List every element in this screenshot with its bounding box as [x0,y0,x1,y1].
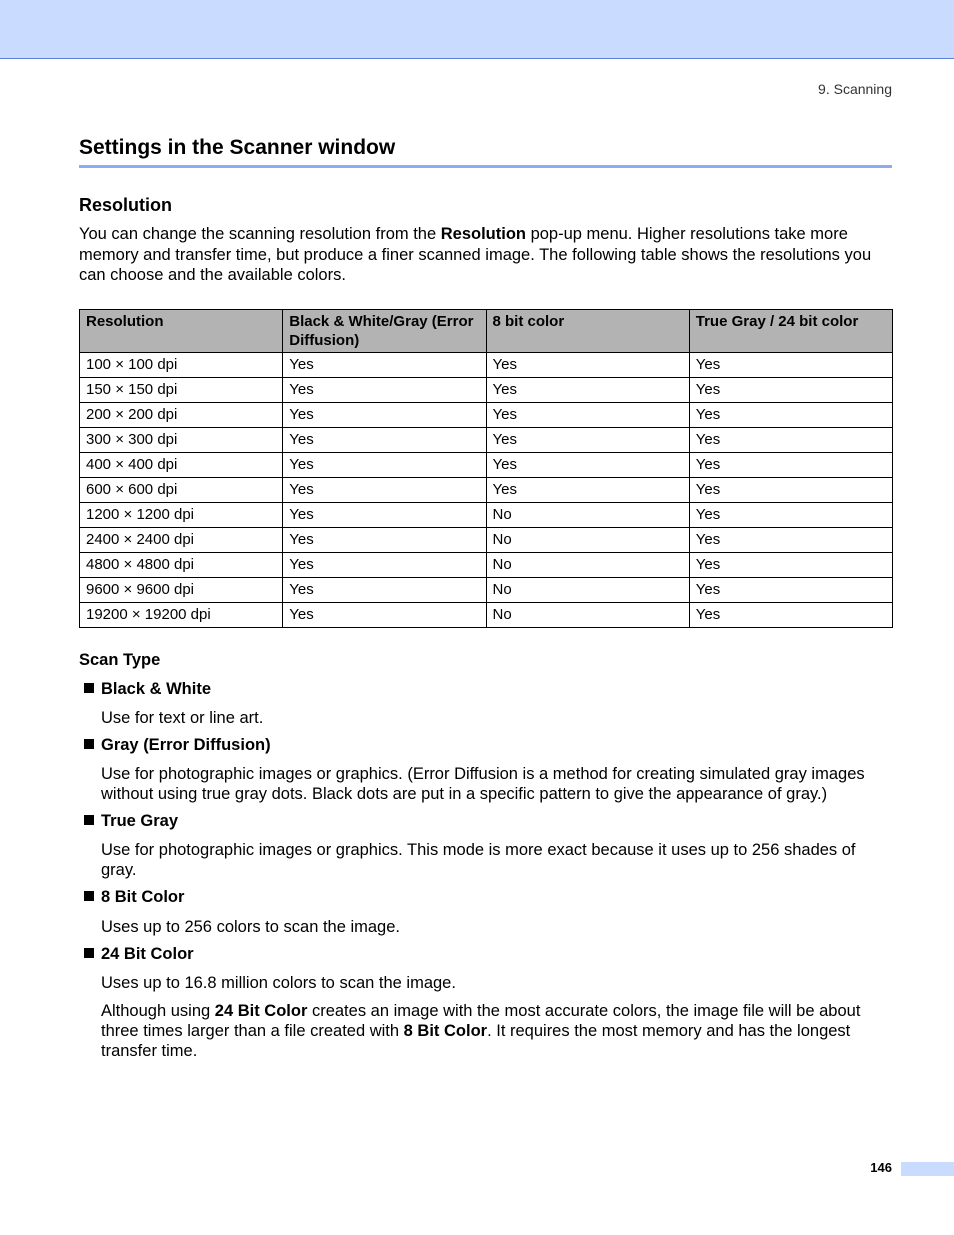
table-row [80,428,893,453]
table-cell: 9600 × 9600 dpi [80,578,283,603]
table-cell: Yes [486,353,689,378]
table-cell: 1200 × 1200 dpi [80,503,283,528]
table-cell: 300 × 300 dpi [80,428,283,453]
table-cell: Yes [689,528,892,553]
column-header: Black & White/Gray (Error Diffusion) [283,310,486,353]
table-cell: Yes [486,453,689,478]
table-cell: Yes [283,553,486,578]
table-cell: Yes [689,503,892,528]
table-cell: Yes [689,428,892,453]
square-bullet-icon [84,739,94,749]
section-heading: Resolution [79,195,172,215]
table-cell: 200 × 200 dpi [80,403,283,428]
table-cell: Yes [689,353,892,378]
table-cell: Yes [486,428,689,453]
square-bullet-icon [84,815,94,825]
chapter-label: 9. Scanning [818,81,892,97]
header-band [0,0,954,59]
table-cell: Yes [689,403,892,428]
table-cell: Yes [283,503,486,528]
table-cell: Yes [283,353,486,378]
table-row [80,603,893,628]
table-cell: Yes [689,553,892,578]
table-row [80,353,893,378]
scan-type-item-label [84,888,184,907]
table-cell: Yes [486,378,689,403]
table-cell: Yes [689,453,892,478]
intro-text-2: pop-up menu. Higher resolutions take more memory and transfer time, but produce a finer scanned image. The following table shows the resolutions you can choose and the available colors. [79,225,872,284]
table-cell: 2400 × 2400 dpi [80,528,283,553]
scan-type-item-label [84,812,178,831]
table-cell: 4800 × 4800 dpi [80,553,283,578]
page-tab [901,1162,954,1176]
item-label-text: 24 Bit Color [101,945,194,963]
table-cell: Yes [283,403,486,428]
note-bold-2: 8 Bit Color [403,1022,488,1040]
scan-type-item-desc: Uses up to 16.8 million colors to scan the image. [101,974,456,992]
page-number: 146 [870,1160,892,1175]
table-cell: No [486,578,689,603]
table-cell: Yes [283,478,486,503]
note-bold-1: 24 Bit Color [214,1002,308,1020]
table-cell: Yes [689,378,892,403]
table-row [80,478,893,503]
page-title: Settings in the Scanner window [79,136,396,159]
column-header: Resolution [80,310,283,353]
table-cell: No [486,603,689,628]
table-cell: Yes [689,603,892,628]
table-cell: Yes [689,478,892,503]
table-row [80,553,893,578]
square-bullet-icon [84,948,94,958]
scan-type-item-desc: Use for photographic images or graphics. (Error Diffusion is a method for creating simulated gray images without using true gray dots. Black dots are put in a specific pattern to give the appearance of gray.) [101,765,865,803]
table-header-row [80,310,893,353]
table-cell: 400 × 400 dpi [80,453,283,478]
scan-type-heading: Scan Type [79,651,161,669]
table-cell: 100 × 100 dpi [80,353,283,378]
scan-type-item-label [84,680,211,699]
table-row [80,403,893,428]
table-row [80,578,893,603]
table-cell: Yes [689,578,892,603]
column-header: True Gray / 24 bit color [689,310,892,353]
note-text-2: creates an image with the most accurate colors, the image file will be about three times larger than a file created with [101,1002,861,1040]
item-label-text: 8 Bit Color [101,888,185,906]
item-label-text: Black & White [101,680,212,698]
scan-type-item-desc: Use for photographic images or graphics. This mode is more exact because it uses up to 256 shades of gray. [101,841,856,879]
table-cell: No [486,528,689,553]
table-cell: Yes [283,378,486,403]
table-cell: Yes [283,603,486,628]
table-cell: 600 × 600 dpi [80,478,283,503]
scan-type-item-label [84,945,194,964]
table-row [80,453,893,478]
square-bullet-icon [84,683,94,693]
table-cell: Yes [283,528,486,553]
item-label-text: Gray (Error Diffusion) [101,736,271,754]
table-cell: No [486,553,689,578]
table-cell: Yes [283,428,486,453]
color-note-paragraph [101,1001,893,1061]
intro-bold-term: Resolution [440,225,526,243]
column-header: 8 bit color [486,310,689,353]
table-cell: Yes [283,578,486,603]
table-cell: Yes [486,478,689,503]
note-text-3: . It requires the most memory and has the longest transfer time. [101,1022,851,1060]
table-cell: Yes [283,453,486,478]
intro-text-1: You can change the scanning resolution from the [79,225,441,243]
table-row [80,528,893,553]
resolution-table [79,309,893,628]
table-cell: Yes [486,403,689,428]
intro-paragraph [79,224,893,286]
table-cell: 150 × 150 dpi [80,378,283,403]
title-divider [79,165,892,168]
scan-type-item-desc: Use for text or line art. [101,709,264,727]
table-row [80,503,893,528]
table-cell: No [486,503,689,528]
scan-type-item-desc: Uses up to 256 colors to scan the image. [101,918,400,936]
table-row [80,378,893,403]
item-label-text: True Gray [101,812,179,830]
note-text-1: Although using [101,1002,215,1020]
square-bullet-icon [84,891,94,901]
scan-type-item-label [84,736,271,755]
table-cell: 19200 × 19200 dpi [80,603,283,628]
